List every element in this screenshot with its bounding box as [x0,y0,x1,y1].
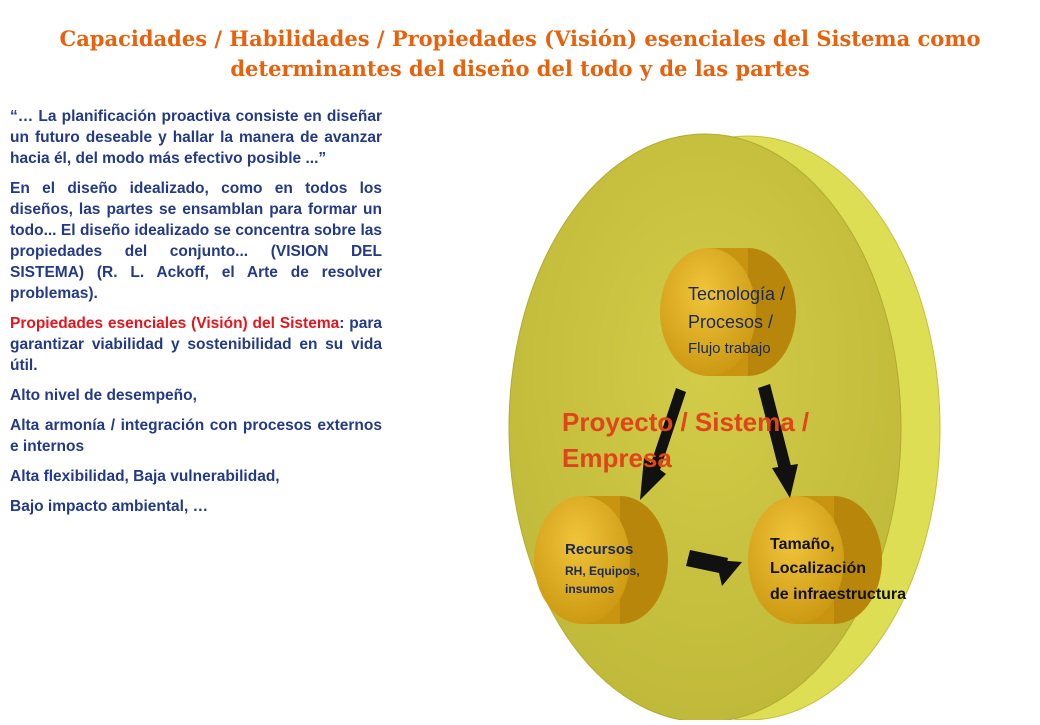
property-item-4: Bajo impacto ambiental, … [10,498,209,515]
properties-highlight: Propiedades esenciales (Visión) del Sistema [10,315,340,332]
quote-paragraph: “… La planificación proactiva consiste en diseñar un futuro deseable y hallar la manera de avanzar hacia él, del modo más efectivo posible ...” [10,108,382,167]
center-label-line1: Proyecto / Sistema / [562,407,810,437]
center-label-line2: Empresa [562,443,672,473]
recursos-label-line3: insumos [565,582,615,596]
tamano-label-line2: Localización [770,560,867,577]
recursos-cylinder [534,496,668,624]
tecnologia-label-line3: Flujo trabajo [688,340,771,357]
tamano-label-line1: Tamaño, [770,536,835,553]
recursos-label-line1: Recursos [565,541,634,558]
ackoff-paragraph: En el diseño idealizado, como en todos los diseños, las partes se ensamblan para formar un todo... El diseño idealizado se concentra sobre las propiedades del conjunto... (VISION DEL SISTEMA) (R. L. Ackoff, el Arte de resolver problemas). [10,180,382,302]
title-line-1: Capacidades / Habilidades / Propiedades (Visión) esenciales del Sistema como [59,26,981,51]
properties-rest: : para garantizar viabilidad y sostenibilidad en su vida útil. [10,315,382,374]
tecnologia-label-line2: Procesos / [688,312,774,332]
center-label [562,404,809,476]
tecnologia-label-line1: Tecnología / [688,284,786,304]
property-item-3: Alta flexibilidad, Baja vulnerabilidad, [10,468,280,485]
title-line-2: determinantes del diseño del todo y de las partes [230,56,810,81]
property-item-2: Alta armonía / integración con procesos externos e internos [10,417,382,455]
property-item-1: Alto nivel de desempeño, [10,387,197,404]
tamano-label-line3: de infraestructura [770,586,907,603]
recursos-label-line2: RH, Equipos, [565,564,640,578]
